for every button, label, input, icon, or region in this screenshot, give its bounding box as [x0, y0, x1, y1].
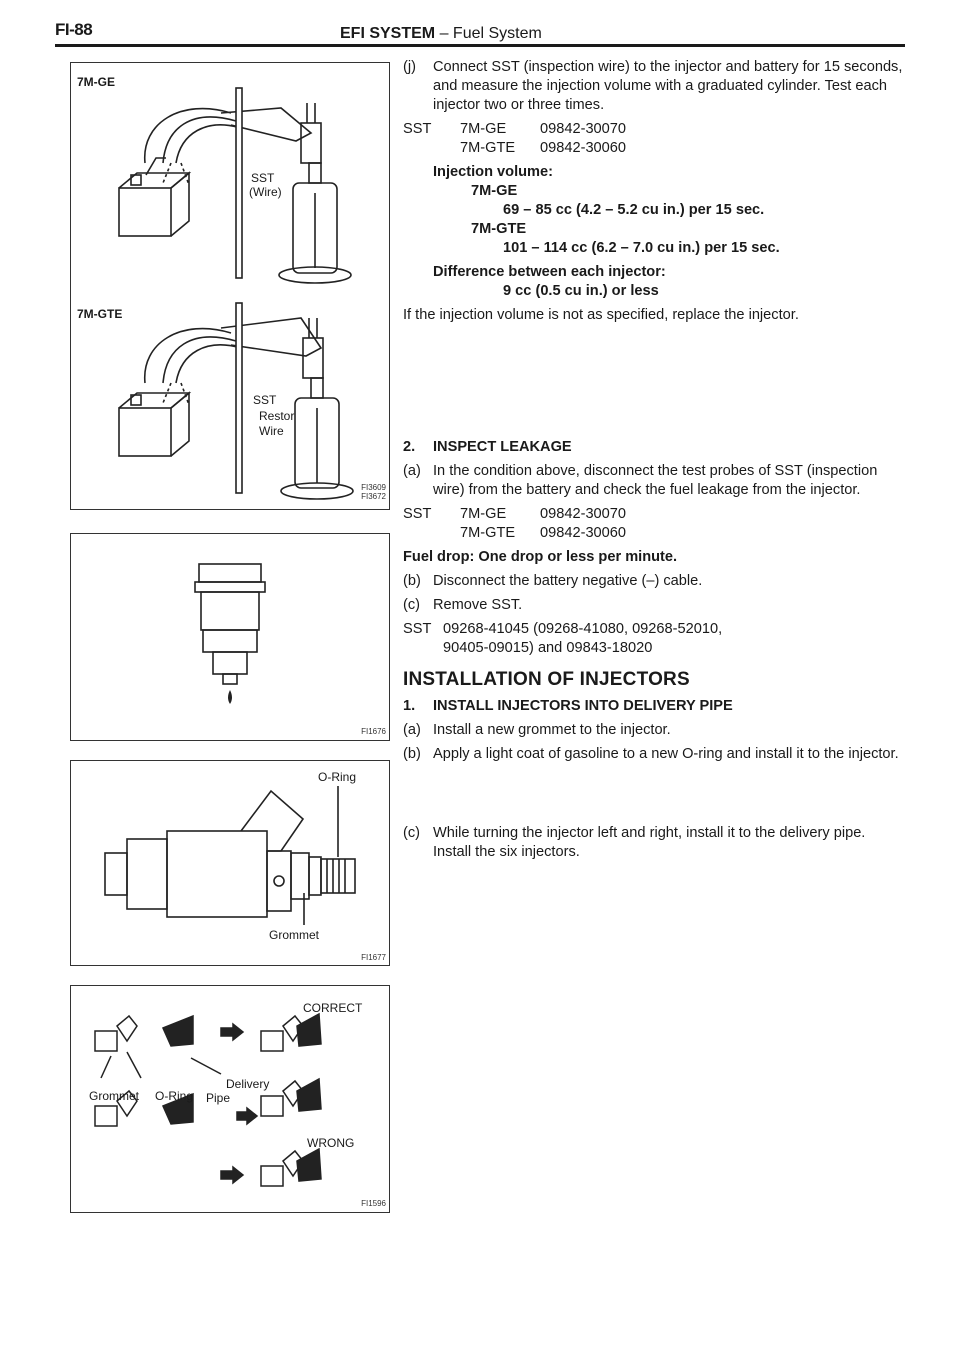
- label-delivery: Delivery: [226, 1077, 270, 1091]
- step-2b-body: Disconnect the battery negative (–) cable.: [433, 573, 703, 589]
- page-number: FI-88: [55, 20, 93, 39]
- label-7m-gte: 7M-GTE: [77, 307, 123, 321]
- label-grommet-2: Grommet: [89, 1089, 140, 1103]
- label-sst-restor-1: SST: [253, 393, 277, 407]
- injection-test-illustration: [71, 63, 389, 509]
- figure-code-4: FI1596: [361, 1199, 386, 1208]
- injector-oring-illustration: [71, 761, 389, 965]
- label-sst-restor-3: Wire: [259, 424, 284, 438]
- step-j: [403, 58, 903, 115]
- figure-oring-grommet: [70, 760, 390, 966]
- sst3-line1: 09268-41045 (09268-41080, 09268-52010,: [443, 621, 723, 637]
- step-2-heading: [403, 438, 903, 457]
- step-j-body: Connect SST (inspection wire) to the injector and battery for 15 seconds, and measure the injection volume with a graduated cylinder. Test each injector two or three times.: [433, 59, 903, 113]
- step-1a-marker: (a): [403, 722, 421, 738]
- sst2-a-num: 09842-30070: [540, 506, 627, 522]
- figure-injection-volume-test: [70, 62, 390, 510]
- sst2-b-num: 09842-30060: [540, 525, 627, 541]
- sst1-prefix: SST: [403, 121, 432, 137]
- difference-value: 9 cc (0.5 cu in.) or less: [503, 283, 659, 299]
- label-correct: CORRECT: [303, 1001, 363, 1015]
- label-oring-2: O-Ring: [155, 1089, 194, 1103]
- sst3-prefix: SST: [403, 621, 432, 637]
- step-2b-marker: (b): [403, 573, 421, 589]
- step-2a-body: In the condition above, disconnect the test probes of SST (inspection wire) from the battery and check the fuel leakage from the injector.: [433, 463, 878, 498]
- label-wrong: WRONG: [307, 1136, 355, 1150]
- figure-code-2: FI1676: [361, 727, 386, 736]
- step-2b: [403, 572, 903, 591]
- step-2a-marker: (a): [403, 463, 421, 479]
- figure-code-1a: FI3609: [361, 483, 386, 492]
- figure-correct-wrong: [70, 985, 390, 1213]
- vol-7m-ge-label: 7M-GE: [471, 183, 518, 199]
- vol-7m-gte-value: 101 – 114 cc (6.2 – 7.0 cu in.) per 15 sec.: [503, 240, 780, 256]
- installation-heading: INSTALLATION OF INJECTORS: [403, 669, 690, 690]
- step-1c-marker: (c): [403, 825, 421, 841]
- sst1-a-model: 7M-GE: [460, 121, 507, 137]
- page-title-bold: EFI SYSTEM: [340, 25, 436, 42]
- step-1a: [403, 721, 903, 740]
- vol-7m-ge-value: 69 – 85 cc (4.2 – 5.2 cu in.) per 15 sec.: [503, 202, 765, 218]
- page-title-rest: – Fuel System: [435, 25, 542, 42]
- step-2c-marker: (c): [403, 597, 421, 613]
- sst1-b-num: 09842-30060: [540, 140, 627, 156]
- injection-volume-heading: Injection volume:: [433, 164, 554, 180]
- sst2-b-model: 7M-GTE: [460, 525, 516, 541]
- label-7m-ge: 7M-GE: [77, 75, 116, 89]
- sst1-b-model: 7M-GTE: [460, 140, 516, 156]
- step-1-title: INSTALL INJECTORS INTO DELIVERY PIPE: [433, 698, 733, 714]
- fuel-drop-value: One drop or less per minute.: [478, 549, 678, 565]
- step-2-title: INSPECT LEAKAGE: [433, 439, 572, 455]
- step-j-marker: (j): [403, 59, 416, 75]
- step-1-heading: [403, 697, 903, 716]
- label-oring: O-Ring: [318, 770, 357, 784]
- sst3-line2: 90405-09015) and 09843-18020: [443, 640, 653, 656]
- step-2-number: 2.: [403, 439, 416, 455]
- step-2c: [403, 596, 903, 615]
- sst-block-3: [403, 620, 903, 658]
- label-sst-restor-2: Restor: [259, 409, 295, 423]
- step-1c: [403, 824, 903, 862]
- sst-block-2: [403, 505, 903, 543]
- sst2-prefix: SST: [403, 506, 432, 522]
- figure-code-1b: FI3672: [361, 492, 386, 501]
- replace-note: If the injection volume is not as specified, replace the injector.: [403, 307, 799, 323]
- header-rule: [55, 44, 905, 47]
- step-2c-body: Remove SST.: [433, 597, 523, 613]
- page-title: [340, 25, 542, 43]
- sst-block-1: [403, 120, 903, 158]
- label-pipe: Pipe: [206, 1091, 231, 1105]
- procedure-text: [403, 58, 903, 867]
- label-sst-wire-2: (Wire): [249, 185, 282, 199]
- step-1c-body: While turning the injector left and right, install it to the delivery pipe. Install the six injectors.: [433, 825, 866, 860]
- step-1b: [403, 745, 903, 764]
- difference-heading: Difference between each injector:: [433, 264, 666, 280]
- injector-leak-illustration: [71, 534, 389, 740]
- step-1b-marker: (b): [403, 746, 421, 762]
- label-grommet: Grommet: [269, 928, 320, 942]
- figure-leak-check: [70, 533, 390, 741]
- fuel-drop-label: Fuel drop:: [403, 549, 475, 565]
- figure-code-3: FI1677: [361, 953, 386, 962]
- fuel-drop-spec: [403, 548, 903, 567]
- figure-code-1: [361, 483, 386, 501]
- sst2-a-model: 7M-GE: [460, 506, 507, 522]
- sst1-a-num: 09842-30070: [540, 121, 627, 137]
- label-sst-wire-1: SST: [251, 171, 275, 185]
- step-1a-body: Install a new grommet to the injector.: [433, 722, 671, 738]
- step-2a: [403, 462, 903, 500]
- step-1b-body: Apply a light coat of gasoline to a new O-ring and install it to the injector.: [433, 746, 899, 762]
- vol-7m-gte-label: 7M-GTE: [471, 221, 527, 237]
- step-1-number: 1.: [403, 698, 416, 714]
